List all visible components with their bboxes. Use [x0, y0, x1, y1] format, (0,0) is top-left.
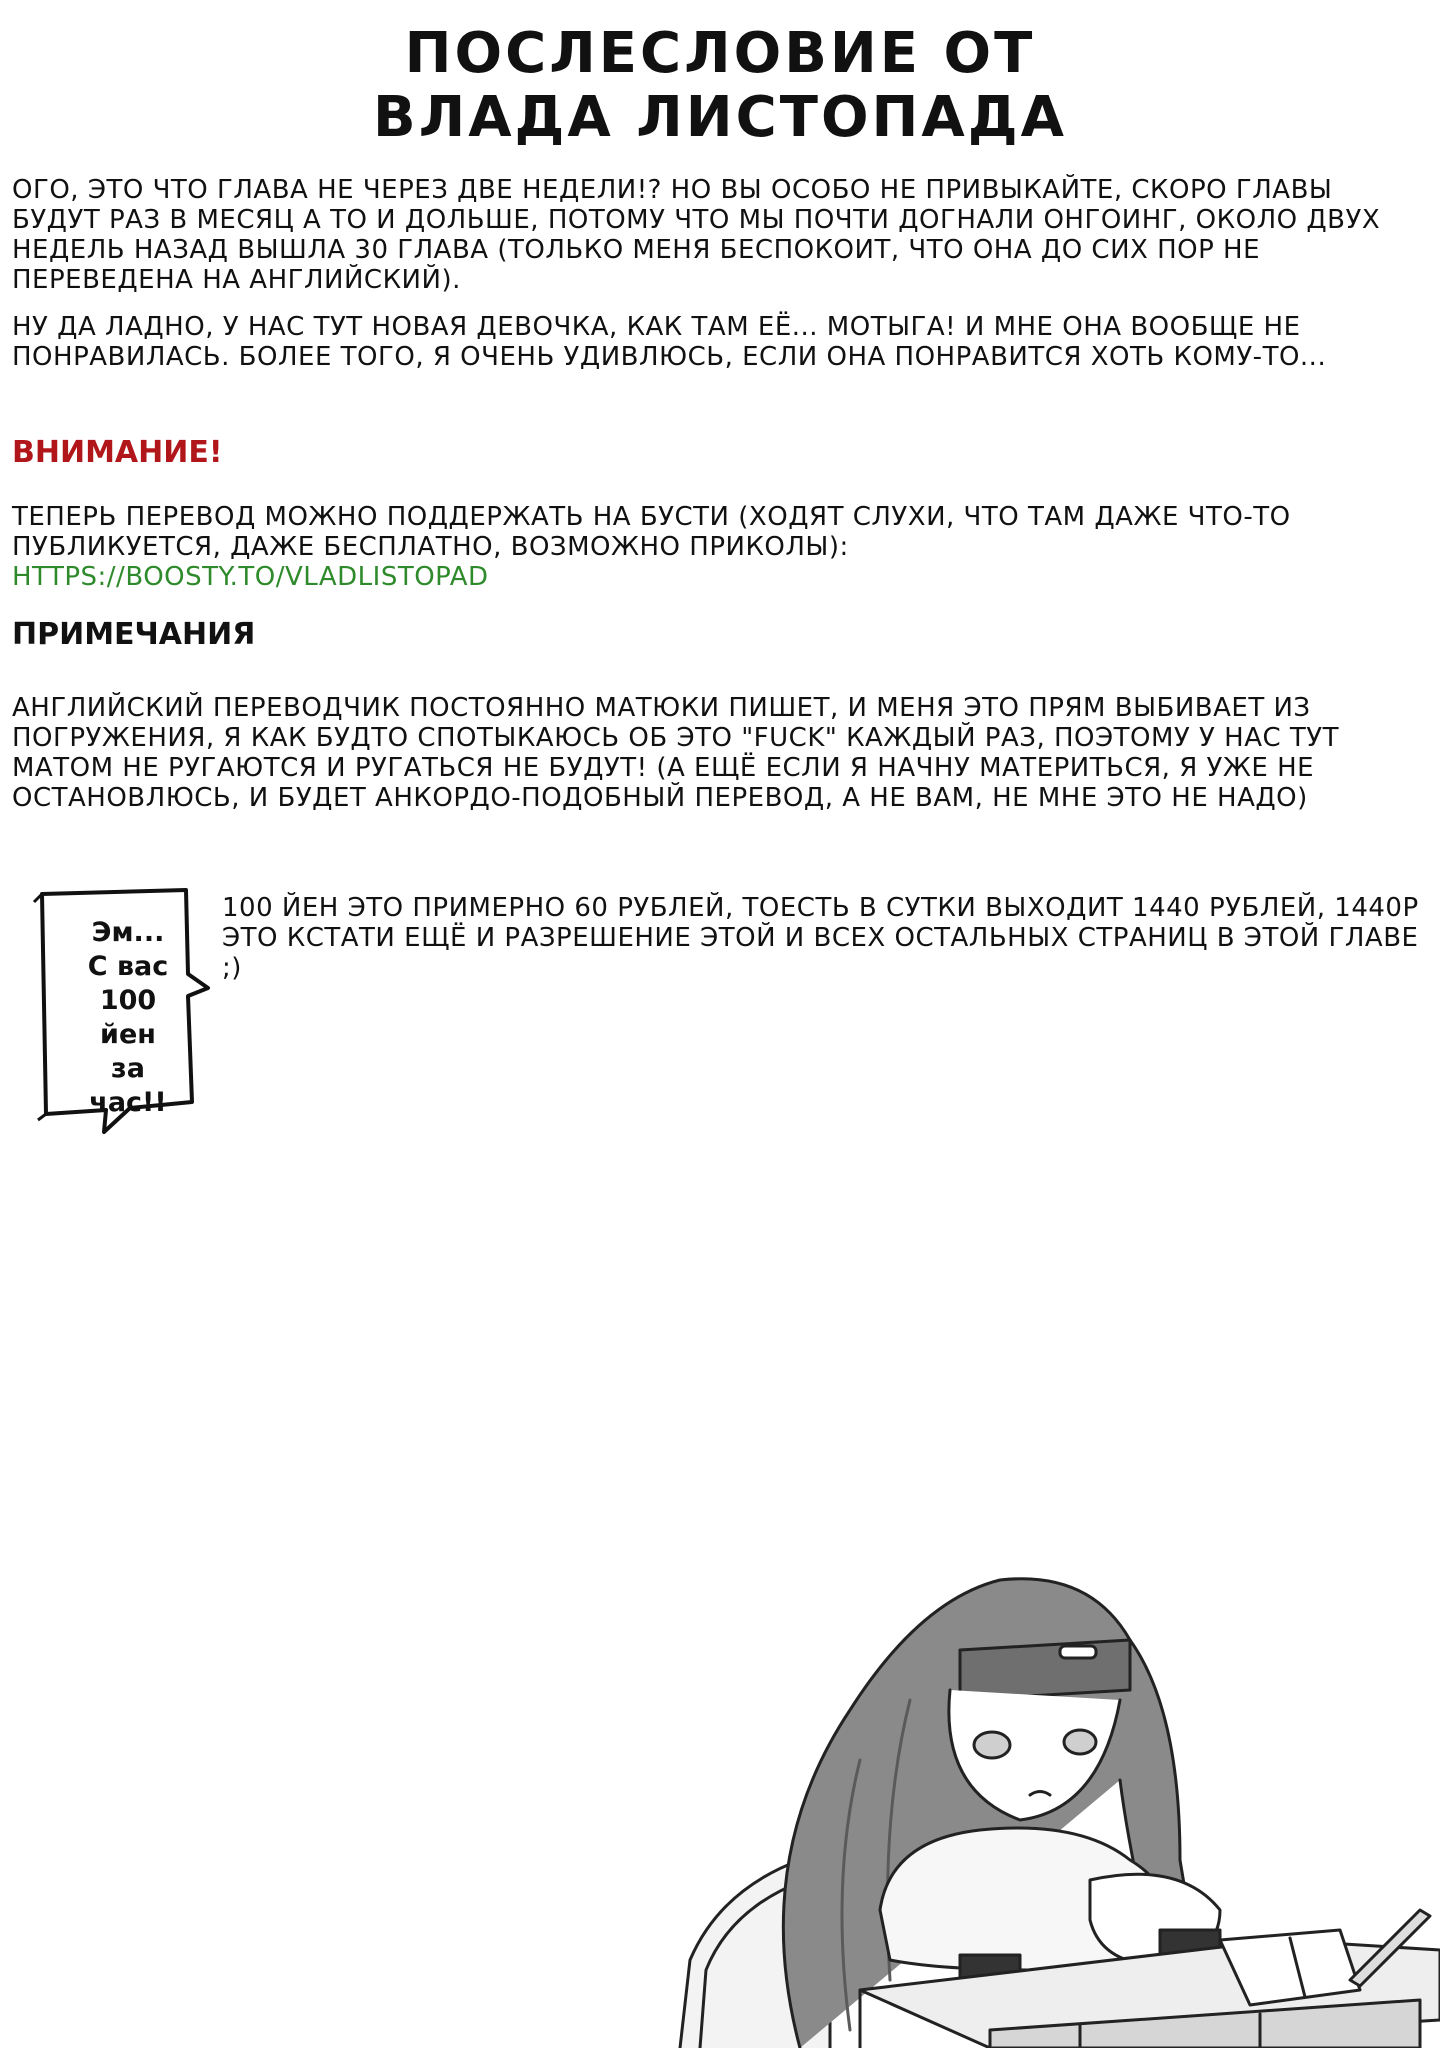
- girl-at-desk-illustration: [660, 1560, 1440, 2048]
- title-line-1: ПОСЛЕСЛОВИЕ ОТ: [404, 21, 1036, 86]
- paragraph-new-girl: НУ ДА ЛАДНО, У НАС ТУТ НОВАЯ ДЕВОЧКА, КАК ТАМ ЕЁ... МОТЫГА! И МНЕ ОНА ВООБЩЕ НЕ ПОНРАВИЛАСЬ. БОЛЕЕ ТОГО, Я ОЧЕНЬ УДИВЛЮСЬ, ЕСЛИ ОНА ПОНРАВИТСЯ ХОТЬ КОМУ-ТО...: [12, 312, 1327, 372]
- notes-text: АНГЛИЙСКИЙ ПЕРЕВОДЧИК ПОСТОЯННО МАТЮКИ ПИШЕТ, И МЕНЯ ЭТО ПРЯМ ВЫБИВАЕТ ИЗ ПОГРУЖЕНИЯ, Я КАК БУДТО СПОТЫКАЮСЬ ОБ ЭТО "FUCK" КАЖДЫЙ РАЗ, ПОЭТОМУ У НАС ТУТ МАТОМ НЕ РУГАЮТСЯ И РУГАТЬСЯ НЕ БУДУТ! (А ЕЩЁ ЕСЛИ Я НАЧНУ МАТЕРИТЬСЯ, Я УЖЕ НЕ ОСТАНОВЛЮСЬ, И БУДЕТ АНКОРДО-ПОДОБНЫЙ ПЕРЕВОД, А НЕ ВАМ, НЕ МНЕ ЭТО НЕ НАДО): [12, 693, 1340, 813]
- boosty-link[interactable]: HTTPS://BOOSTY.TO/VLADLISTOPAD: [12, 562, 489, 592]
- support-text: ТЕПЕРЬ ПЕРЕВОД МОЖНО ПОДДЕРЖАТЬ НА БУСТИ (ХОДЯТ СЛУХИ, ЧТО ТАМ ДАЖЕ ЧТО-ТО ПУБЛИКУЕТСЯ, ДАЖЕ БЕСПЛАТНО, ВОЗМОЖНО ПРИКОЛЫ):: [12, 502, 1291, 562]
- title-line-2: ВЛАДА ЛИСТОПАДА: [373, 85, 1067, 150]
- speech-bubble: [20, 870, 220, 1150]
- bubble-line: 100 йен: [99, 985, 157, 1050]
- paragraph-chapter-news: ОГО, ЭТО ЧТО ГЛАВА НЕ ЧЕРЕЗ ДВЕ НЕДЕЛИ!? НО ВЫ ОСОБО НЕ ПРИВЫКАЙТЕ, СКОРО ГЛАВЫ БУДУТ РАЗ В МЕСЯЦ А ТО И ДОЛЬШЕ, ПОТОМУ ЧТО МЫ ПОЧТИ ДОГНАЛИ ОНГОИНГ, ОКОЛО ДВУХ НЕДЕЛЬ НАЗАД ВЫШЛА 30 ГЛАВА (ТОЛЬКО МЕНЯ БЕСПОКОИТ, ЧТО ОНА ДО СИХ ПОР НЕ ПЕРЕВЕДЕНА НА АНГЛИЙСКИЙ).: [12, 175, 1381, 295]
- bubble-note: 100 ЙЕН ЭТО ПРИМЕРНО 60 РУБЛЕЙ, ТОЕСТЬ В СУТКИ ВЫХОДИТ 1440 РУБЛЕЙ, 1440Р ЭТО КСТАТИ ЕЩЁ И РАЗРЕШЕНИЕ ЭТОЙ И ВСЕХ ОСТАЛЬНЫХ СТРАНИЦ В ЭТОЙ ГЛАВЕ ;): [222, 893, 1419, 983]
- notes-heading: ПРИМЕЧАНИЯ: [12, 617, 256, 652]
- speech-bubble-text: [68, 916, 188, 1120]
- bubble-line: Эм...: [91, 917, 165, 948]
- page-title: [0, 22, 1440, 150]
- bubble-line: С вас: [87, 951, 169, 982]
- support-block: [12, 502, 1428, 592]
- bubble-line: за час!!: [89, 1053, 167, 1118]
- warning-heading: ВНИМАНИЕ!: [12, 435, 223, 470]
